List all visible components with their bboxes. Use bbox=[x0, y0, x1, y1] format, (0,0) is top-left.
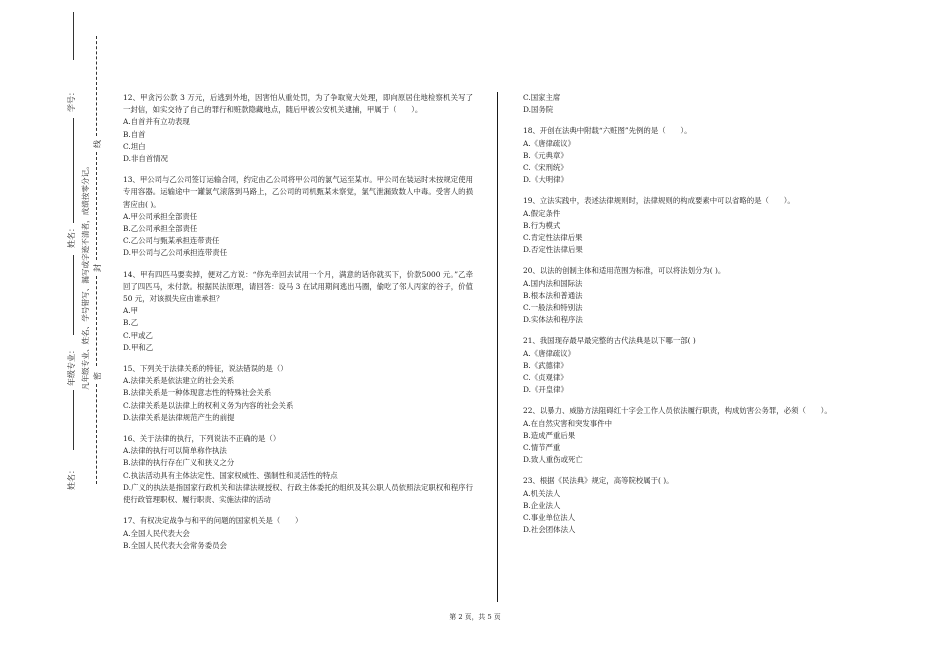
option-c: C.《宋刑统》 bbox=[523, 163, 568, 173]
option-d: D.致人重伤或死亡 bbox=[523, 455, 583, 465]
question-stem: 21、我国现存最早最完整的古代法典是以下哪一部( ) bbox=[523, 336, 696, 346]
option-a: A.机关法人 bbox=[523, 488, 561, 498]
right-column bbox=[523, 92, 853, 546]
question-stem: 22、以暴力、威胁方法阻碍红十字会工作人员依法履行职责，构成妨害公务罪，必须（ ）。 bbox=[523, 406, 832, 416]
question-stem: 17、有权决定战争与和平的问题的国家机关是（ ） bbox=[123, 516, 303, 526]
option-b: B.法律的执行存在广义和狭义之分 bbox=[123, 458, 235, 468]
question-20 bbox=[523, 265, 853, 326]
option-c: C.肯定性法律后果 bbox=[523, 233, 583, 243]
name-label-bottom: 姓名： bbox=[67, 466, 76, 490]
option-a: A.法律的执行可以简单称作执法 bbox=[123, 446, 227, 456]
seal-dash-line-2 bbox=[96, 152, 97, 260]
question-stem: 18、开创在法典中附载“六赃图”先例的是（ ）。 bbox=[523, 126, 692, 136]
column-divider bbox=[497, 92, 498, 602]
option-c: C.事业单位法人 bbox=[523, 513, 576, 523]
binding-line-mid bbox=[73, 118, 74, 223]
option-d: D.甲公司与乙公司承担连带责任 bbox=[123, 248, 228, 258]
option-b: B.《武德律》 bbox=[523, 360, 568, 370]
question-21 bbox=[523, 335, 853, 396]
option-b: B.法律关系是一种体现意志性的特殊社会关系 bbox=[123, 388, 272, 398]
option-c: C.国家主席 bbox=[523, 93, 561, 102]
question-stem: 20、以法的创制主体和适用范围为标准，可以将法划分为( )。 bbox=[523, 266, 726, 276]
question-13 bbox=[123, 174, 473, 259]
class-label: 年级专业： bbox=[67, 346, 76, 386]
seal-dash-line bbox=[96, 36, 97, 136]
option-b: B.造成严重后果 bbox=[523, 430, 576, 440]
option-a: A.甲公司承担全部责任 bbox=[123, 211, 198, 221]
option-c: C.执法活动具有主体法定性、国家权威性、强制性和灵活性的特点 bbox=[123, 470, 338, 480]
question-17 bbox=[123, 515, 473, 552]
seal-char-line: 线 bbox=[93, 140, 102, 148]
option-a: A.法律关系是依法建立的社会关系 bbox=[123, 376, 235, 386]
question-14 bbox=[123, 269, 473, 354]
question-stem: 19、立法实践中，表述法律规则时，法律规则的构成要素中可以省略的是（ ）。 bbox=[523, 196, 795, 206]
option-d: D.《大明律》 bbox=[523, 175, 568, 185]
student-id-label: 学号： bbox=[67, 88, 76, 112]
option-d: D.法律关系是法律规范产生的前提 bbox=[123, 412, 235, 422]
option-b: B.企业法人 bbox=[523, 500, 561, 510]
option-b: B.全国人民代表大会常务委员会 bbox=[123, 540, 227, 550]
option-d: D.《开皇律》 bbox=[523, 385, 568, 395]
option-c: C.乙公司与甄某承担连带责任 bbox=[123, 236, 220, 246]
question-stem: 16、关于法律的执行，下列说法不正确的是（） bbox=[123, 434, 281, 444]
binding-line-top bbox=[73, 12, 74, 60]
question-17-continued bbox=[523, 92, 853, 116]
option-c: C.一般法和特别法 bbox=[523, 303, 583, 313]
option-a: A.全国人民代表大会 bbox=[123, 528, 190, 538]
seal-char-secret: 密 bbox=[93, 372, 102, 380]
option-a: A.《唐律疏议》 bbox=[523, 138, 576, 148]
option-d: D.社会团体法人 bbox=[523, 525, 576, 535]
question-stem: 23、根据《民法典》规定，高等院校属于( )。 bbox=[523, 476, 674, 486]
option-c: C.坦白 bbox=[123, 141, 146, 151]
seal-dash-line-4 bbox=[96, 384, 97, 484]
option-c: C.甲或乙 bbox=[123, 330, 153, 340]
option-a: A.国内法和国际法 bbox=[523, 278, 583, 288]
option-b: B.根本法和普通法 bbox=[523, 290, 583, 300]
left-column bbox=[123, 92, 473, 561]
question-18 bbox=[523, 125, 853, 186]
option-b: B.乙 bbox=[123, 318, 139, 328]
option-c: C.《贞观律》 bbox=[523, 373, 568, 383]
question-stem: 12、甲贪污公款 3 万元，后逃到外地，因害怕从重处罚，为了争取宽大处理，即向原居住地检察机关写了一封信，如实交待了自己的罪行和赃款隐藏地点，随后甲被公安机关逮捕，甲属于（ ）。 bbox=[123, 93, 473, 115]
question-stem: 13、甲公司与乙公司签订运输合同，约定由乙公司将甲公司的氯气运至某市。甲公司在装运时未按规定使用专用容器。运输途中一罐氯气滚落到马路上，乙公司的司机甄某未察觉，氯气泄漏致数人中毒。受害人的损害应由( )。 bbox=[123, 175, 473, 209]
question-15 bbox=[123, 363, 473, 424]
question-stem: 14、甲有四匹马要卖掉，便对乙方说：“你先牵回去试用一个月，满意的话你就买下，价款5000 元。”乙牵回了四匹马，未付款。根据民法原理，请回答：设马 3 在试用期间逃出马圈，偷吃了邻人丙家的谷子，价值 50 元，对该损失应由谁承担？ bbox=[123, 269, 473, 304]
option-a: A.甲 bbox=[123, 306, 139, 316]
name-label: 姓名： bbox=[67, 224, 76, 248]
seal-dash-line-3 bbox=[96, 276, 97, 366]
option-d: D.甲和乙 bbox=[123, 342, 154, 352]
option-c: C.情节严重 bbox=[523, 443, 561, 453]
question-16 bbox=[123, 433, 473, 506]
option-d: D.国务院 bbox=[523, 105, 554, 115]
option-c: C.法律关系是以法律上的权利义务为内容的社会关系 bbox=[123, 400, 294, 410]
question-23 bbox=[523, 475, 853, 536]
option-a: A.在自然灾害和突发事件中 bbox=[523, 418, 612, 428]
option-d: D.否定性法律后果 bbox=[523, 245, 583, 255]
option-b: B.乙公司承担全部责任 bbox=[123, 224, 198, 234]
notice-text: 凡年级专业、姓名、学号错写、漏写或字迹不清者，成绩按零分记。 bbox=[81, 162, 90, 390]
binding-line-bottom bbox=[73, 390, 74, 450]
option-d: D.非自首情况 bbox=[123, 154, 168, 164]
option-b: B.《元典章》 bbox=[523, 150, 568, 160]
question-22 bbox=[523, 405, 853, 466]
option-a: A.《唐律疏议》 bbox=[523, 348, 576, 358]
binding-line-lower bbox=[73, 255, 74, 335]
option-b: B.自首 bbox=[123, 129, 146, 139]
question-stem: 15、下列关于法律关系的特征，说法错误的是（） bbox=[123, 364, 288, 374]
option-a: A.自首并有立功表现 bbox=[123, 117, 190, 127]
page-footer: 第 2 页，共 5 页 bbox=[449, 613, 501, 621]
question-12 bbox=[123, 92, 473, 165]
seal-char-seal: 封 bbox=[93, 264, 102, 272]
option-a: A.假定条件 bbox=[523, 208, 561, 218]
option-d: D.实体法和程序法 bbox=[523, 315, 583, 325]
option-d: D.广义的执法是指国家行政机关和法律法规授权、行政主体委托的组织及其公职人员依照法定职权和程序行使行政管理职权、履行职责、实施法律的活动 bbox=[123, 482, 473, 505]
question-19 bbox=[523, 195, 853, 256]
option-b: B.行为模式 bbox=[523, 220, 561, 230]
